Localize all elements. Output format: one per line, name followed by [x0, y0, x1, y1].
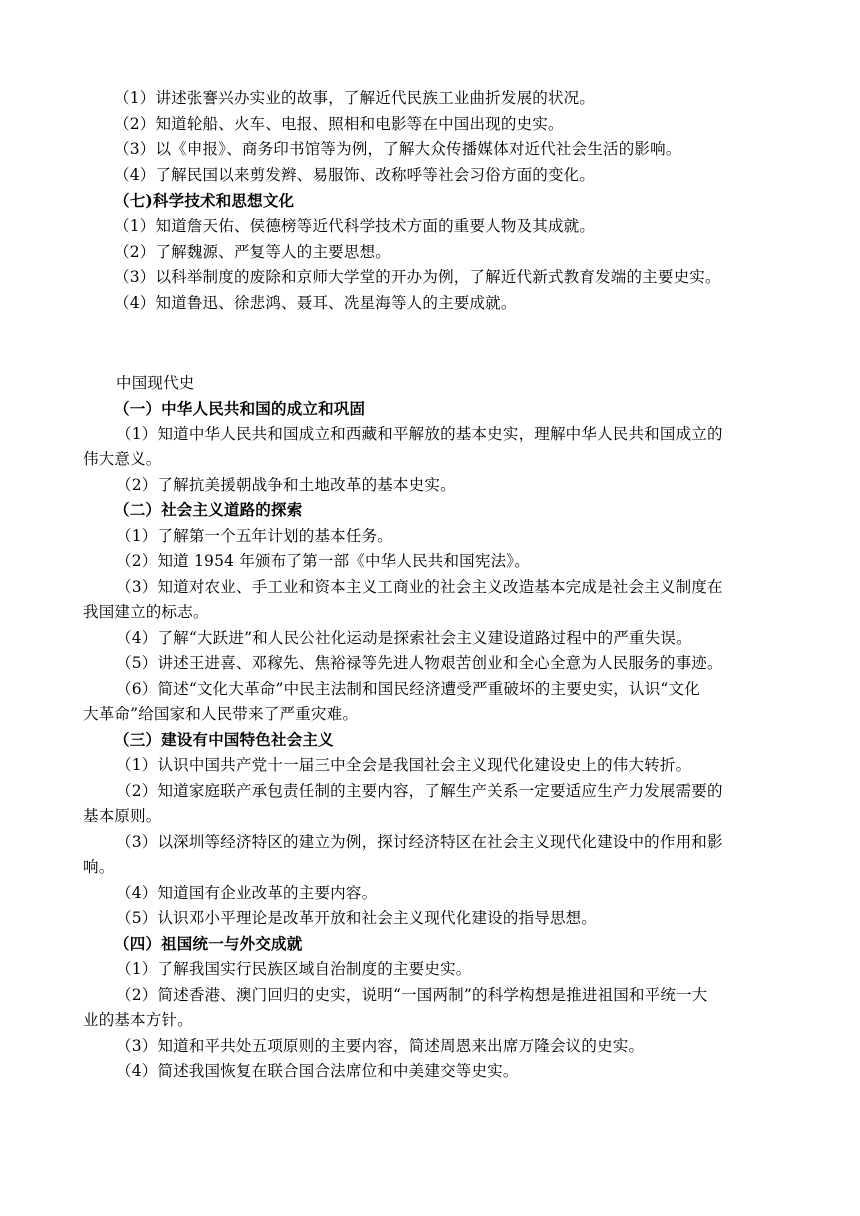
paragraph: （1）讲述张謇兴办实业的故事，了解近代民族工业曲折发展的状况。 — [114, 89, 596, 107]
paragraph: （5）认识邓小平理论是改革开放和社会主义现代化建设的指导思想。 — [116, 909, 598, 927]
paragraph: （2）简述香港、澳门回归的史实，说明“一国两制”的科学构想是推进祖国和平统一大 — [116, 986, 708, 1004]
paragraph: （3）知道和平共处五项原则的主要内容，简述周恩来出席万隆会议的史实。 — [116, 1037, 645, 1055]
section-heading: （七)科学技术和思想文化 — [114, 191, 295, 210]
paragraph: （1）了解第一个五年计划的基本任务。 — [116, 527, 393, 545]
paragraph-continuation: 业的基本方针。 — [83, 1011, 193, 1029]
paragraph: （3）以科举制度的废除和京师大学堂的开办为例，了解近代新式教育发端的主要史实。 — [114, 268, 721, 286]
paragraph-continuation: 响。 — [83, 858, 115, 876]
paragraph: （1）了解我国实行民族区域自治制度的主要史实。 — [116, 960, 472, 978]
paragraph-continuation: 基本原则。 — [83, 807, 162, 825]
paragraph: （1）知道中华人民共和国成立和西藏和平解放的基本史实，理解中华人民共和国成立的 — [116, 425, 723, 443]
paragraph: （3）以深圳等经济特区的建立为例，探讨经济特区在社会主义现代化建设中的作用和影 — [116, 833, 723, 851]
paragraph: （2）知道轮船、火车、电报、照相和电影等在中国出现的史实。 — [114, 115, 564, 133]
paragraph: （2）知道 1954 年颁布了第一部《中华人民共和国宪法》。 — [116, 552, 530, 570]
paragraph: （1）认识中国共产党十一届三中全会是我国社会主义现代化建设史上的伟大转折。 — [116, 756, 692, 774]
paragraph: （5）讲述王进喜、邓稼先、焦裕禄等先进人物艰苦创业和全心全意为人民服务的事迹。 — [116, 654, 723, 672]
paragraph: （2）知道家庭联产承包责任制的主要内容，了解生产关系一定要适应生产力发展需要的 — [116, 782, 723, 800]
paragraph: （4）知道鲁迅、徐悲鸿、聂耳、冼星海等人的主要成就。 — [114, 294, 517, 312]
paragraph: （1）知道詹天佑、侯德榜等近代科学技术方面的重要人物及其成就。 — [114, 217, 596, 235]
paragraph-continuation: 大革命”给国家和人民带来了严重灾难。 — [83, 705, 359, 723]
section-heading: （四）祖国统一与外交成就 — [114, 934, 303, 953]
section-heading: （二）社会主义道路的探索 — [114, 500, 303, 519]
paragraph: （3）知道对农业、手工业和资本主义工商业的社会主义改造基本完成是社会主义制度在 — [116, 578, 723, 596]
paragraph: （4）知道国有企业改革的主要内容。 — [116, 884, 378, 902]
chapter-title: 中国现代史 — [116, 374, 195, 392]
paragraph: （3）以《申报》、商务印书馆等为例，了解大众传播媒体对近代社会生活的影响。 — [114, 140, 682, 158]
paragraph: （4）了解民国以来剪发辫、易服饰、改称呼等社会习俗方面的变化。 — [114, 166, 596, 184]
section-heading: （一）中华人民共和国的成立和巩固 — [114, 399, 366, 418]
paragraph: （6）简述“文化大革命”中民主法制和国民经济遭受严重破坏的主要史实，认识“文化 — [116, 680, 700, 698]
paragraph: （4）了解“大跃进”和人民公社化运动是探索社会主义建设道路过程中的严重失误。 — [116, 629, 692, 647]
section-heading: （三）建设有中国特色社会主义 — [114, 730, 334, 749]
paragraph: （2）了解魏源、严复等人的主要思想。 — [114, 243, 391, 261]
paragraph-continuation: 伟大意义。 — [83, 450, 162, 468]
paragraph: （4）简述我国恢复在联合国合法席位和中美建交等史实。 — [116, 1062, 519, 1080]
paragraph-continuation: 我国建立的标志。 — [83, 603, 209, 621]
paragraph: （2）了解抗美援朝战争和土地改革的基本史实。 — [116, 476, 456, 494]
